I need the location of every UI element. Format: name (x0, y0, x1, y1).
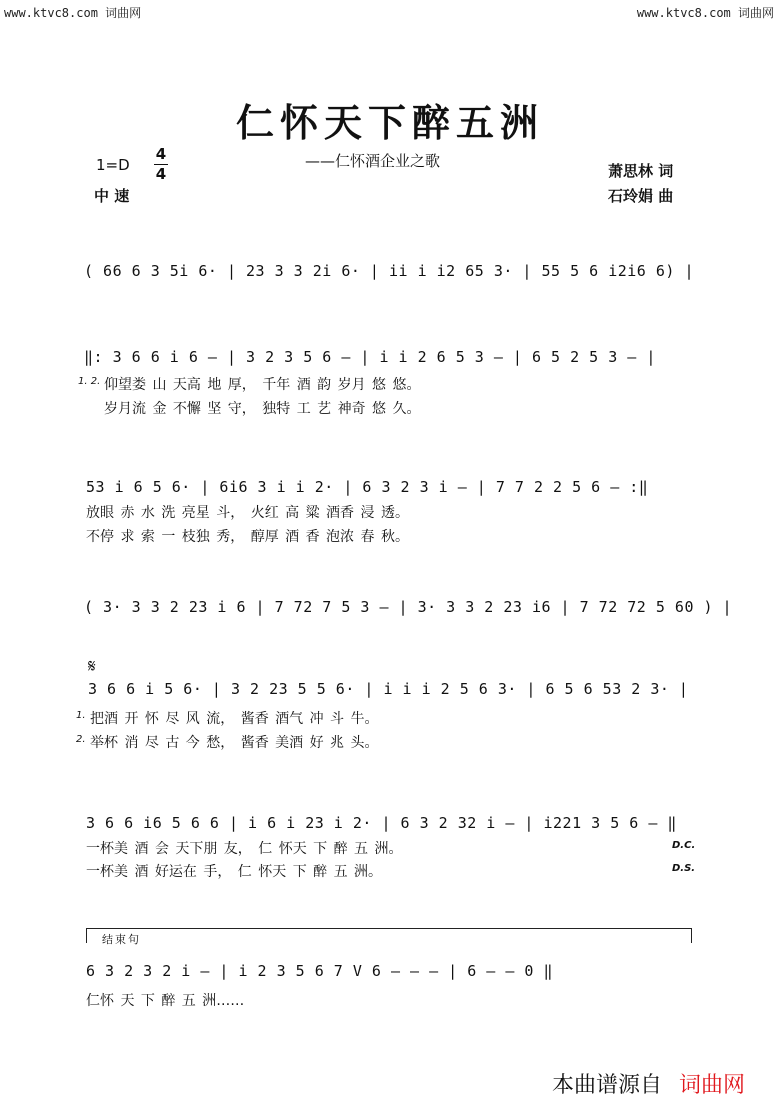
site-watermark-left: www.ktvc8.com 词曲网 (4, 6, 142, 20)
time-signature-top: 4 (155, 145, 167, 163)
footer-source-text: 本曲谱源自 (552, 1073, 663, 1098)
refrain-lyric-2: 一杯美 酒 好运在 手， 仁 怀天 下 醉 五 洲。 (86, 864, 383, 880)
chorus-verse-number-2: 2. (76, 734, 86, 745)
interlude-line: ( 3· 3 3 2 23 i 6 | 7 72 7 5 3 – | 3· 3 3 2 23 i6 | 7 72 72 5 60 ) | (84, 598, 733, 616)
verse2-lyric-1: 放眼 赤 水 洗 亮星 斗， 火红 高 粱 酒香 浸 透。 (86, 505, 409, 521)
footer-brand-logo[interactable]: 词曲网 (679, 1073, 746, 1098)
ending-lyric: 仁怀 天 下 醉 五 洲…… (86, 993, 245, 1009)
dal-segno-mark: D.S. (672, 863, 696, 874)
key-signature: 1=D (96, 156, 130, 174)
ending-music-line: 6 3 2 3 2 i – | i 2 3 5 6 7 V 6 – – – | 6 – – 0 ‖ (86, 962, 554, 980)
verse1-lyric-2: 岁月流 金 不懈 坚 守， 独特 工 艺 神奇 悠 久。 (104, 401, 421, 417)
da-capo-mark: D.C. (672, 840, 696, 851)
lyricist-credit: 萧思林 词 (608, 162, 674, 180)
chorus-lyric-1: 把酒 开 怀 尽 风 流， 酱香 酒气 冲 斗 牛。 (90, 711, 379, 727)
composer-credit: 石玲娟 曲 (608, 187, 674, 205)
chorus-verse-number-1: 1. (76, 710, 86, 721)
site-watermark-right: www.ktvc8.com 词曲网 (636, 6, 774, 20)
time-signature-bottom: 4 (155, 165, 167, 183)
time-signature (154, 146, 168, 183)
tempo-marking: 中 速 (94, 187, 130, 205)
refrain-lyric-1: 一杯美 酒 会 天下朋 友， 仁 怀天 下 醉 五 洲。 (86, 841, 403, 857)
intro-line: ( 66 6 3 5i 6· | 23 3 3 2i 6· | ii i i2 65 3· | 55 5 6 i2i6 6) | (84, 262, 694, 280)
verse2-lyric-2: 不停 求 索 一 枝独 秀， 醇厚 酒 香 泡浓 春 秋。 (86, 529, 409, 545)
chorus-music-line: 3 6 6 i 5 6· | 3 2 23 5 5 6· | i i i 2 5 6 3· | 6 5 6 53 2 3· | (88, 680, 689, 698)
verse-number: 1. 2. (78, 376, 101, 387)
chorus-lyric-2: 举杯 消 尽 古 今 愁， 酱香 美酒 好 兆 头。 (90, 735, 379, 751)
refrain-music-line: 3 6 6 i6 5 6 6 | i 6 i 23 i 2· | 6 3 2 32 i – | i221 3 5 6 – ‖ (86, 814, 677, 832)
song-subtitle: ——仁怀酒企业之歌 (305, 152, 441, 170)
verse1-lyric-1: 仰望娄 山 天高 地 厚， 千年 酒 韵 岁月 悠 悠。 (104, 377, 421, 393)
verse2-music-line: 53 i 6 5 6· | 6i6 3 i i 2· | 6 3 2 3 i – | 7 7 2 2 5 6 – :‖ (86, 478, 649, 496)
segno-sign: 𝄋 (88, 656, 96, 677)
ending-bracket (86, 928, 692, 943)
verse1-music-line: ‖: 3 6 6 i 6 – | 3 2 3 5 6 – | i i 2 6 5 3 – | 6 5 2 5 3 – | (84, 348, 656, 366)
song-title: 仁怀天下醉五洲 (235, 100, 544, 145)
footer-source (552, 1068, 745, 1099)
ending-label: 结束句 (102, 933, 141, 946)
